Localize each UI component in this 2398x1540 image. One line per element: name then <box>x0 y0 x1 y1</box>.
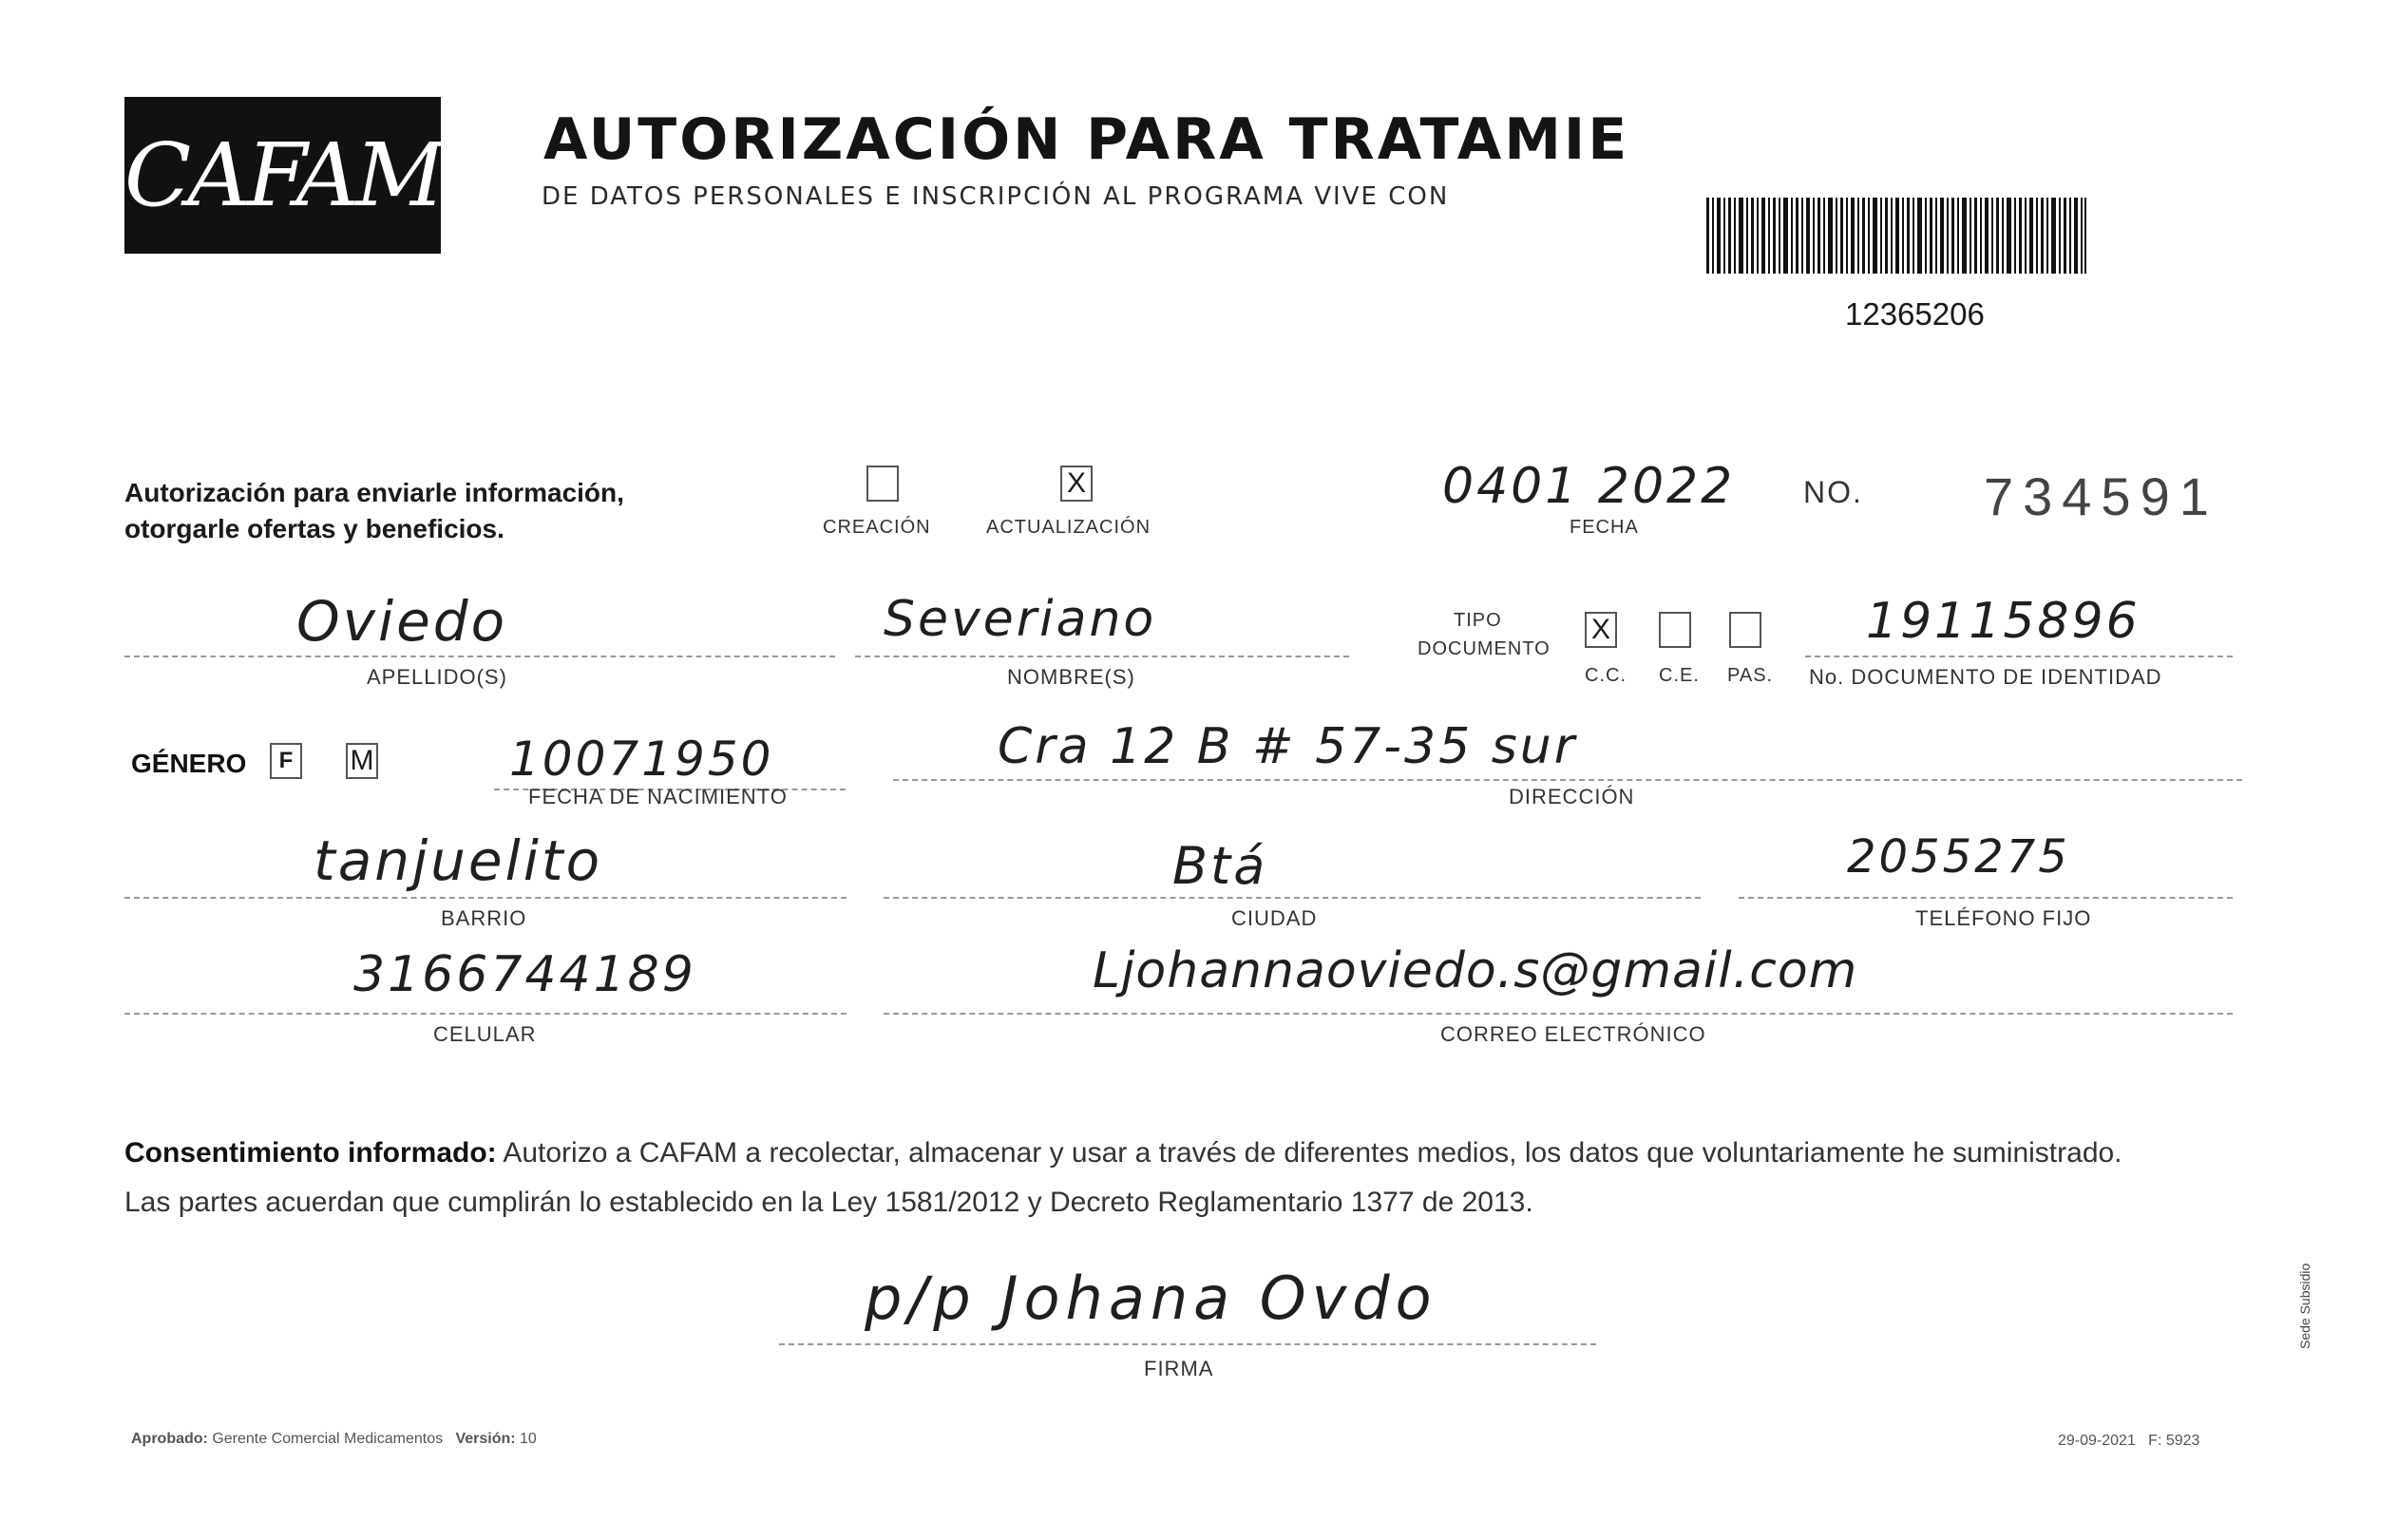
cc-label: C.C. <box>1585 665 1627 686</box>
correo-value[interactable]: Ljohannaoviedo.s@gmail.com <box>1093 942 1858 999</box>
fecha-nacimiento-value[interactable]: 10071950 <box>509 732 774 787</box>
documento-line <box>1805 656 2233 657</box>
celular-value[interactable]: 3166744189 <box>353 946 696 1003</box>
telefono-value[interactable]: 2055275 <box>1847 830 2070 884</box>
form-subtitle: DE DATOS PERSONALES E INSCRIPCIÓN AL PROGRAMA VIVE CON <box>542 182 1450 211</box>
fecha-label: FECHA <box>1570 517 1639 538</box>
barcode-number: 12365206 <box>1845 296 1985 332</box>
direccion-label: DIRECCIÓN <box>1509 785 1635 808</box>
version-value: 10 <box>520 1431 537 1447</box>
nombres-value[interactable]: Severiano <box>884 591 1157 648</box>
logo-text: CAFAM <box>124 124 442 226</box>
fecha-nacimiento-label: FECHA DE NACIMIENTO <box>528 785 788 808</box>
form-number: 734591 <box>1984 466 2218 526</box>
pas-label: PAS. <box>1727 665 1774 686</box>
apellidos-line <box>124 656 835 657</box>
correo-line <box>884 1013 2233 1015</box>
barrio-value[interactable]: tanjuelito <box>314 828 603 893</box>
ciudad-label: CIUDAD <box>1231 906 1318 930</box>
ce-checkbox[interactable] <box>1659 612 1691 648</box>
intro-text <box>124 475 624 547</box>
tipo-doc-label-2: DOCUMENTO <box>1418 638 1551 659</box>
tipo-doc-label-1: TIPO <box>1454 610 1502 631</box>
genero-f-box[interactable]: F <box>270 743 302 779</box>
pas-checkbox[interactable] <box>1729 612 1761 648</box>
ciudad-value[interactable]: Btá <box>1172 836 1268 896</box>
consent-text <box>124 1129 2253 1227</box>
signature[interactable]: p/p Johana Ovdo <box>865 1264 1437 1333</box>
consent-heading: Consentimiento informado: <box>124 1137 497 1169</box>
ciudad-line <box>884 897 1701 899</box>
barrio-line <box>124 897 847 899</box>
direccion-line <box>893 779 2242 781</box>
intro-line-2: otorgarle ofertas y beneficios. <box>124 514 504 543</box>
signature-line <box>779 1343 1596 1345</box>
apellidos-value[interactable]: Oviedo <box>296 589 508 654</box>
consent-body-2: Las partes acuerdan que cumplirán lo establecido en la Ley 1581/2012 y Decreto Reglamentario 1377 de 2013. <box>124 1187 1533 1218</box>
genero-label: GÉNERO <box>131 749 247 778</box>
creacion-checkbox[interactable] <box>866 466 899 502</box>
footer-date-code: 29-09-2021 F: 5923 <box>2058 1433 2200 1449</box>
consent-body-1: Autorizo a CAFAM a recolectar, almacenar y usar a través de diferentes medios, los datos que voluntariamente he suministrado. <box>496 1137 2122 1169</box>
direccion-value[interactable]: Cra 12 B # 57-35 sur <box>998 718 1578 775</box>
side-stamp: Sede Subsidio <box>2297 1263 2312 1349</box>
nombres-line <box>855 656 1349 657</box>
barrio-label: BARRIO <box>441 906 527 930</box>
actualizacion-label: ACTUALIZACIÓN <box>986 517 1151 538</box>
celular-label: CELULAR <box>433 1022 537 1046</box>
telefono-line <box>1739 897 2233 899</box>
aprobado-value: Gerente Comercial Medicamentos <box>212 1431 444 1447</box>
barcode <box>1706 198 2086 274</box>
version-label: Versión: <box>455 1431 516 1447</box>
apellidos-label: APELLIDO(S) <box>367 665 507 689</box>
form-title: AUTORIZACIÓN PARA TRATAMIE <box>543 106 1630 173</box>
creacion-label: CREACIÓN <box>823 517 931 538</box>
celular-line <box>124 1013 847 1015</box>
actualizacion-checkbox[interactable]: X <box>1060 466 1093 502</box>
intro-line-1: Autorización para enviarle información, <box>124 478 624 507</box>
correo-label: CORREO ELECTRÓNICO <box>1440 1022 1706 1046</box>
fecha-value[interactable]: 0401 2022 <box>1442 458 1736 515</box>
documento-value[interactable]: 19115896 <box>1866 593 2141 650</box>
ce-label: C.E. <box>1659 665 1700 686</box>
telefono-label: TELÉFONO FIJO <box>1915 906 2092 930</box>
consent-line-1 <box>124 1129 2253 1178</box>
documento-label: No. DOCUMENTO DE IDENTIDAD <box>1809 665 2162 689</box>
footer-approval <box>131 1431 537 1448</box>
genero-m-box[interactable]: M <box>346 743 378 779</box>
signature-label: FIRMA <box>1144 1357 1214 1380</box>
number-label: NO. <box>1803 475 1863 509</box>
cafam-logo <box>124 97 441 254</box>
cc-checkbox[interactable]: X <box>1585 612 1617 648</box>
aprobado-label: Aprobado: <box>131 1431 208 1447</box>
nombres-label: NOMBRE(S) <box>1007 665 1135 689</box>
